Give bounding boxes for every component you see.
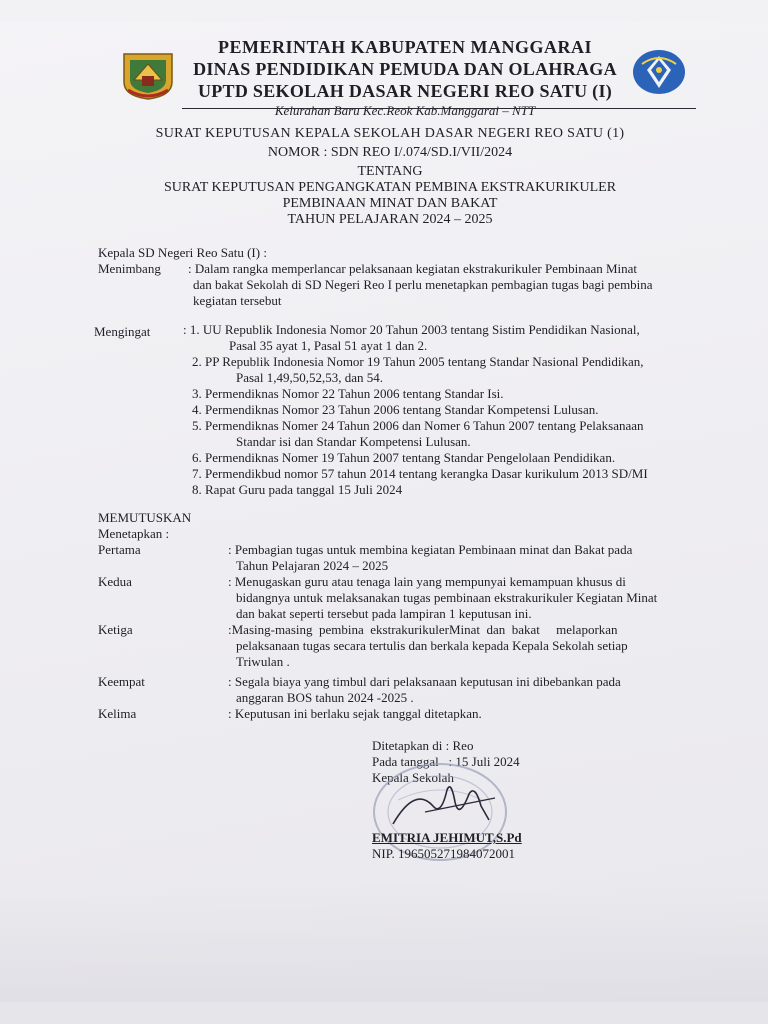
letterhead-address: Kelurahan Baru Kec.Reok Kab.Manggarai – NTT [274,103,536,118]
mengingat-item-5b: Standar isi dan Standar Kompetensi Lulusan. [236,434,471,449]
mengingat-label: Mengingat [94,324,151,339]
mengingat-item-6: 6. Permendiknas Nomer 19 Tahun 2007 tentang Standar Pengelolaan Pendidikan. [192,450,616,465]
handwritten-signature-icon [385,776,505,836]
signer-name: EMITRIA JEHIMUT,S.Pd [372,830,522,845]
mengingat-item-1b: Pasal 35 ayat 1, Pasal 51 ayat 1 dan 2. [229,338,428,353]
ketiga-text-1: :Masing-masing pembina ekstrakurikulerMinat dan bakat melaporkan [228,622,618,637]
kedua-text-3: dan bakat seperti tersebut pada lampiran 1 keputusan ini. [236,606,532,621]
mengingat-item-3: 3. Permendiknas Nomor 22 Tahun 2006 tentang Standar Isi. [192,386,504,401]
kedua-text-2: bidangnya untuk melaksanakan tugas pembinaan ekstrakurikuler Kegiatan Minat [236,590,658,605]
regency-emblem-icon [120,50,176,100]
memutuskan-heading: MEMUTUSKAN [98,510,192,525]
decree-subject-3: TAHUN PELAJARAN 2024 – 2025 [287,212,493,227]
menetapkan-label: Menetapkan : [98,526,170,541]
pertama-text-1: : Pembagian tugas untuk membina kegiatan Pembinaan minat dan Bakat pada [228,542,633,557]
keempat-text-2: anggaran BOS tahun 2024 -2025 . [236,690,414,705]
ketiga-text-2: pelaksanaan tugas secara tertulis dan berkala kepada Kepala Sekolah setiap [236,638,628,653]
signature-place: Ditetapkan di : Reo [372,738,474,753]
mengingat-item-5: 5. Permendiknas Nomer 24 Tahun 2006 dan Nomer 6 Tahun 2007 tentang Pelaksanaan [192,418,644,433]
decree-subject-1: SURAT KEPUTUSAN PENGANGKATAN PEMBINA EKSTRAKURIKULER [163,180,617,195]
decree-tentang: TENTANG [357,164,423,179]
mengingat-item-2b: Pasal 1,49,50,52,53, dan 54. [236,370,383,385]
kelima-text-1: : Keputusan ini berlaku sejak tanggal ditetapkan. [228,706,482,721]
mengingat-item-2: 2. PP Republik Indonesia Nomor 19 Tahun 2005 tentang Standar Nasional Pendidikan, [192,354,644,369]
ketiga-label: Ketiga [98,622,133,637]
letterhead-line-1: PEMERINTAH KABUPATEN MANGGARAI [218,37,592,57]
kelima-label: Kelima [98,706,137,721]
mengingat-item-8: 8. Rapat Guru pada tanggal 15 Juli 2024 [192,482,403,497]
keempat-text-1: : Segala biaya yang timbul dari pelaksanaan keputusan ini dibebankan pada [228,674,621,689]
menimbang-text-1: : Dalam rangka memperlancar pelaksanaan kegiatan ekstrakurikuler Pembinaan Minat [188,261,638,276]
keempat-label: Keempat [98,674,145,689]
kedua-label: Kedua [98,574,132,589]
signer-nip: NIP. 196505271984072001 [372,846,516,861]
menimbang-text-3: kegiatan tersebut [193,293,282,308]
signature-role: Kepala Sekolah [372,770,454,785]
letterhead-divider [182,108,696,109]
letterhead-line-2: DINAS PENDIDIKAN PEMUDA DAN OLAHRAGA [193,59,617,79]
mengingat-item-1: : 1. UU Republik Indonesia Nomor 20 Tahun 2003 tentang Sistim Pendidikan Nasional, [183,322,640,337]
tut-wuri-handayani-logo-icon [632,48,686,96]
kepala-line: Kepala SD Negeri Reo Satu (I) : [98,245,267,260]
pertama-text-2: Tahun Pelajaran 2024 – 2025 [236,558,389,573]
paper-shadow [0,882,768,1002]
decree-number: NOMOR : SDN REO I/.074/SD.I/VII/2024 [267,145,513,160]
mengingat-item-4: 4. Permendiknas Nomor 23 Tahun 2006 tentang Standar Kompetensi Lulusan. [192,402,599,417]
menimbang-label: Menimbang [98,261,161,276]
menimbang-text-2: dan bakat Sekolah di SD Negeri Reo I perlu menetapkan pembagian tugas bagi pembina [193,277,653,292]
kedua-text-1: : Menugaskan guru atau tenaga lain yang mempunyai kemampuan khusus di [228,574,626,589]
pertama-label: Pertama [98,542,141,557]
letterhead-line-3: UPTD SEKOLAH DASAR NEGERI REO SATU (I) [197,81,613,101]
decree-title: SURAT KEPUTUSAN KEPALA SEKOLAH DASAR NEGERI REO SATU (1) [155,126,625,141]
mengingat-item-7: 7. Permendikbud nomor 57 tahun 2014 tentang kerangka Dasar kurikulum 2013 SD/MI [192,466,648,481]
ketiga-text-3: Triwulan . [236,654,290,669]
decree-subject-2: PEMBINAAN MINAT DAN BAKAT [282,196,498,211]
signature-date: Pada tanggal : 15 Juli 2024 [372,754,520,769]
